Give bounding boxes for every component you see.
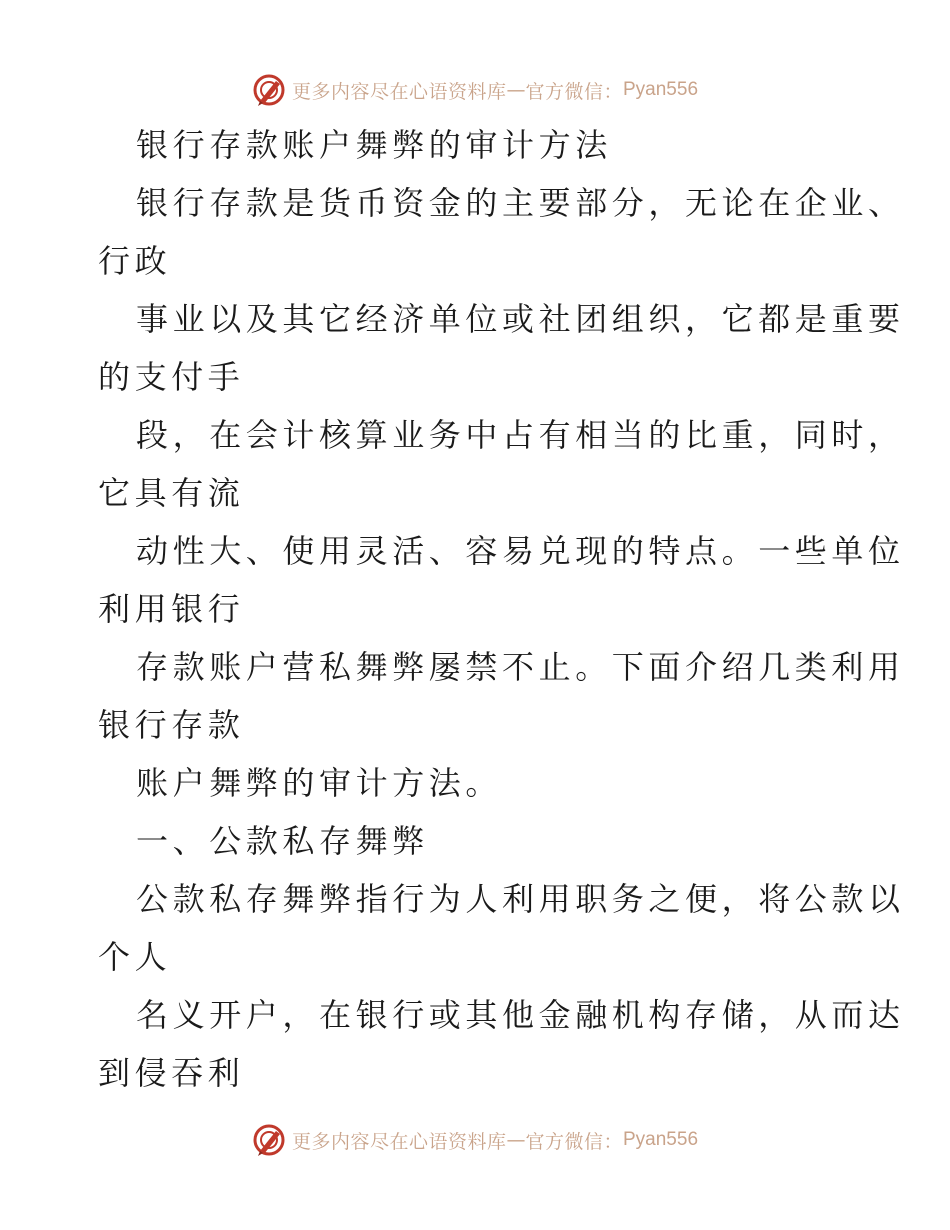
pen-logo-icon — [252, 73, 286, 107]
text-line: 一、公款私存舞弊 — [136, 822, 429, 860]
text-line: 它具有流 — [98, 474, 245, 512]
text-line: 段，在会计核算业务中占有相当的比重，同时， — [136, 416, 905, 454]
banner-site-text: 更多内容尽在心语资料库 — [291, 80, 507, 103]
header-banner — [0, 70, 950, 110]
text-line: 名义开户，在银行或其他金融机构存储，从而达 — [136, 996, 905, 1034]
pen-logo-icon — [252, 1123, 286, 1157]
text-line: 个人 — [98, 938, 172, 976]
banner-wechat-id: Pyan556 — [623, 79, 699, 100]
document-body — [98, 116, 905, 1102]
text-line: 存款账户营私舞弊屡禁不止。下面介绍几类利用 — [136, 648, 905, 686]
text-line: 银行存款账户舞弊的审计方法 — [136, 126, 612, 164]
footer-banner — [0, 1120, 950, 1160]
banner-separator: — — [506, 1129, 526, 1151]
text-line: 行政 — [98, 242, 172, 280]
text-line: 到侵吞利 — [98, 1054, 245, 1092]
text-line: 银行存款 — [98, 706, 245, 744]
banner-wechat-label: 官方微信： — [525, 80, 623, 103]
banner-wechat-label: 官方微信： — [525, 1130, 623, 1153]
banner-wechat-id: Pyan556 — [623, 1129, 699, 1150]
text-line: 账户舞弊的审计方法。 — [136, 764, 503, 802]
text-line: 银行存款是货币资金的主要部分，无论在企业、 — [136, 184, 905, 222]
text-line: 利用银行 — [98, 590, 245, 628]
text-line: 公款私存舞弊指行为人利用职务之便，将公款以 — [136, 880, 905, 918]
banner-site-text: 更多内容尽在心语资料库 — [291, 1130, 507, 1153]
banner-separator: — — [506, 79, 526, 101]
text-line: 动性大、使用灵活、容易兑现的特点。一些单位 — [136, 532, 905, 570]
text-line: 的支付手 — [98, 358, 245, 396]
text-line: 事业以及其它经济单位或社团组织，它都是重要 — [136, 300, 905, 338]
